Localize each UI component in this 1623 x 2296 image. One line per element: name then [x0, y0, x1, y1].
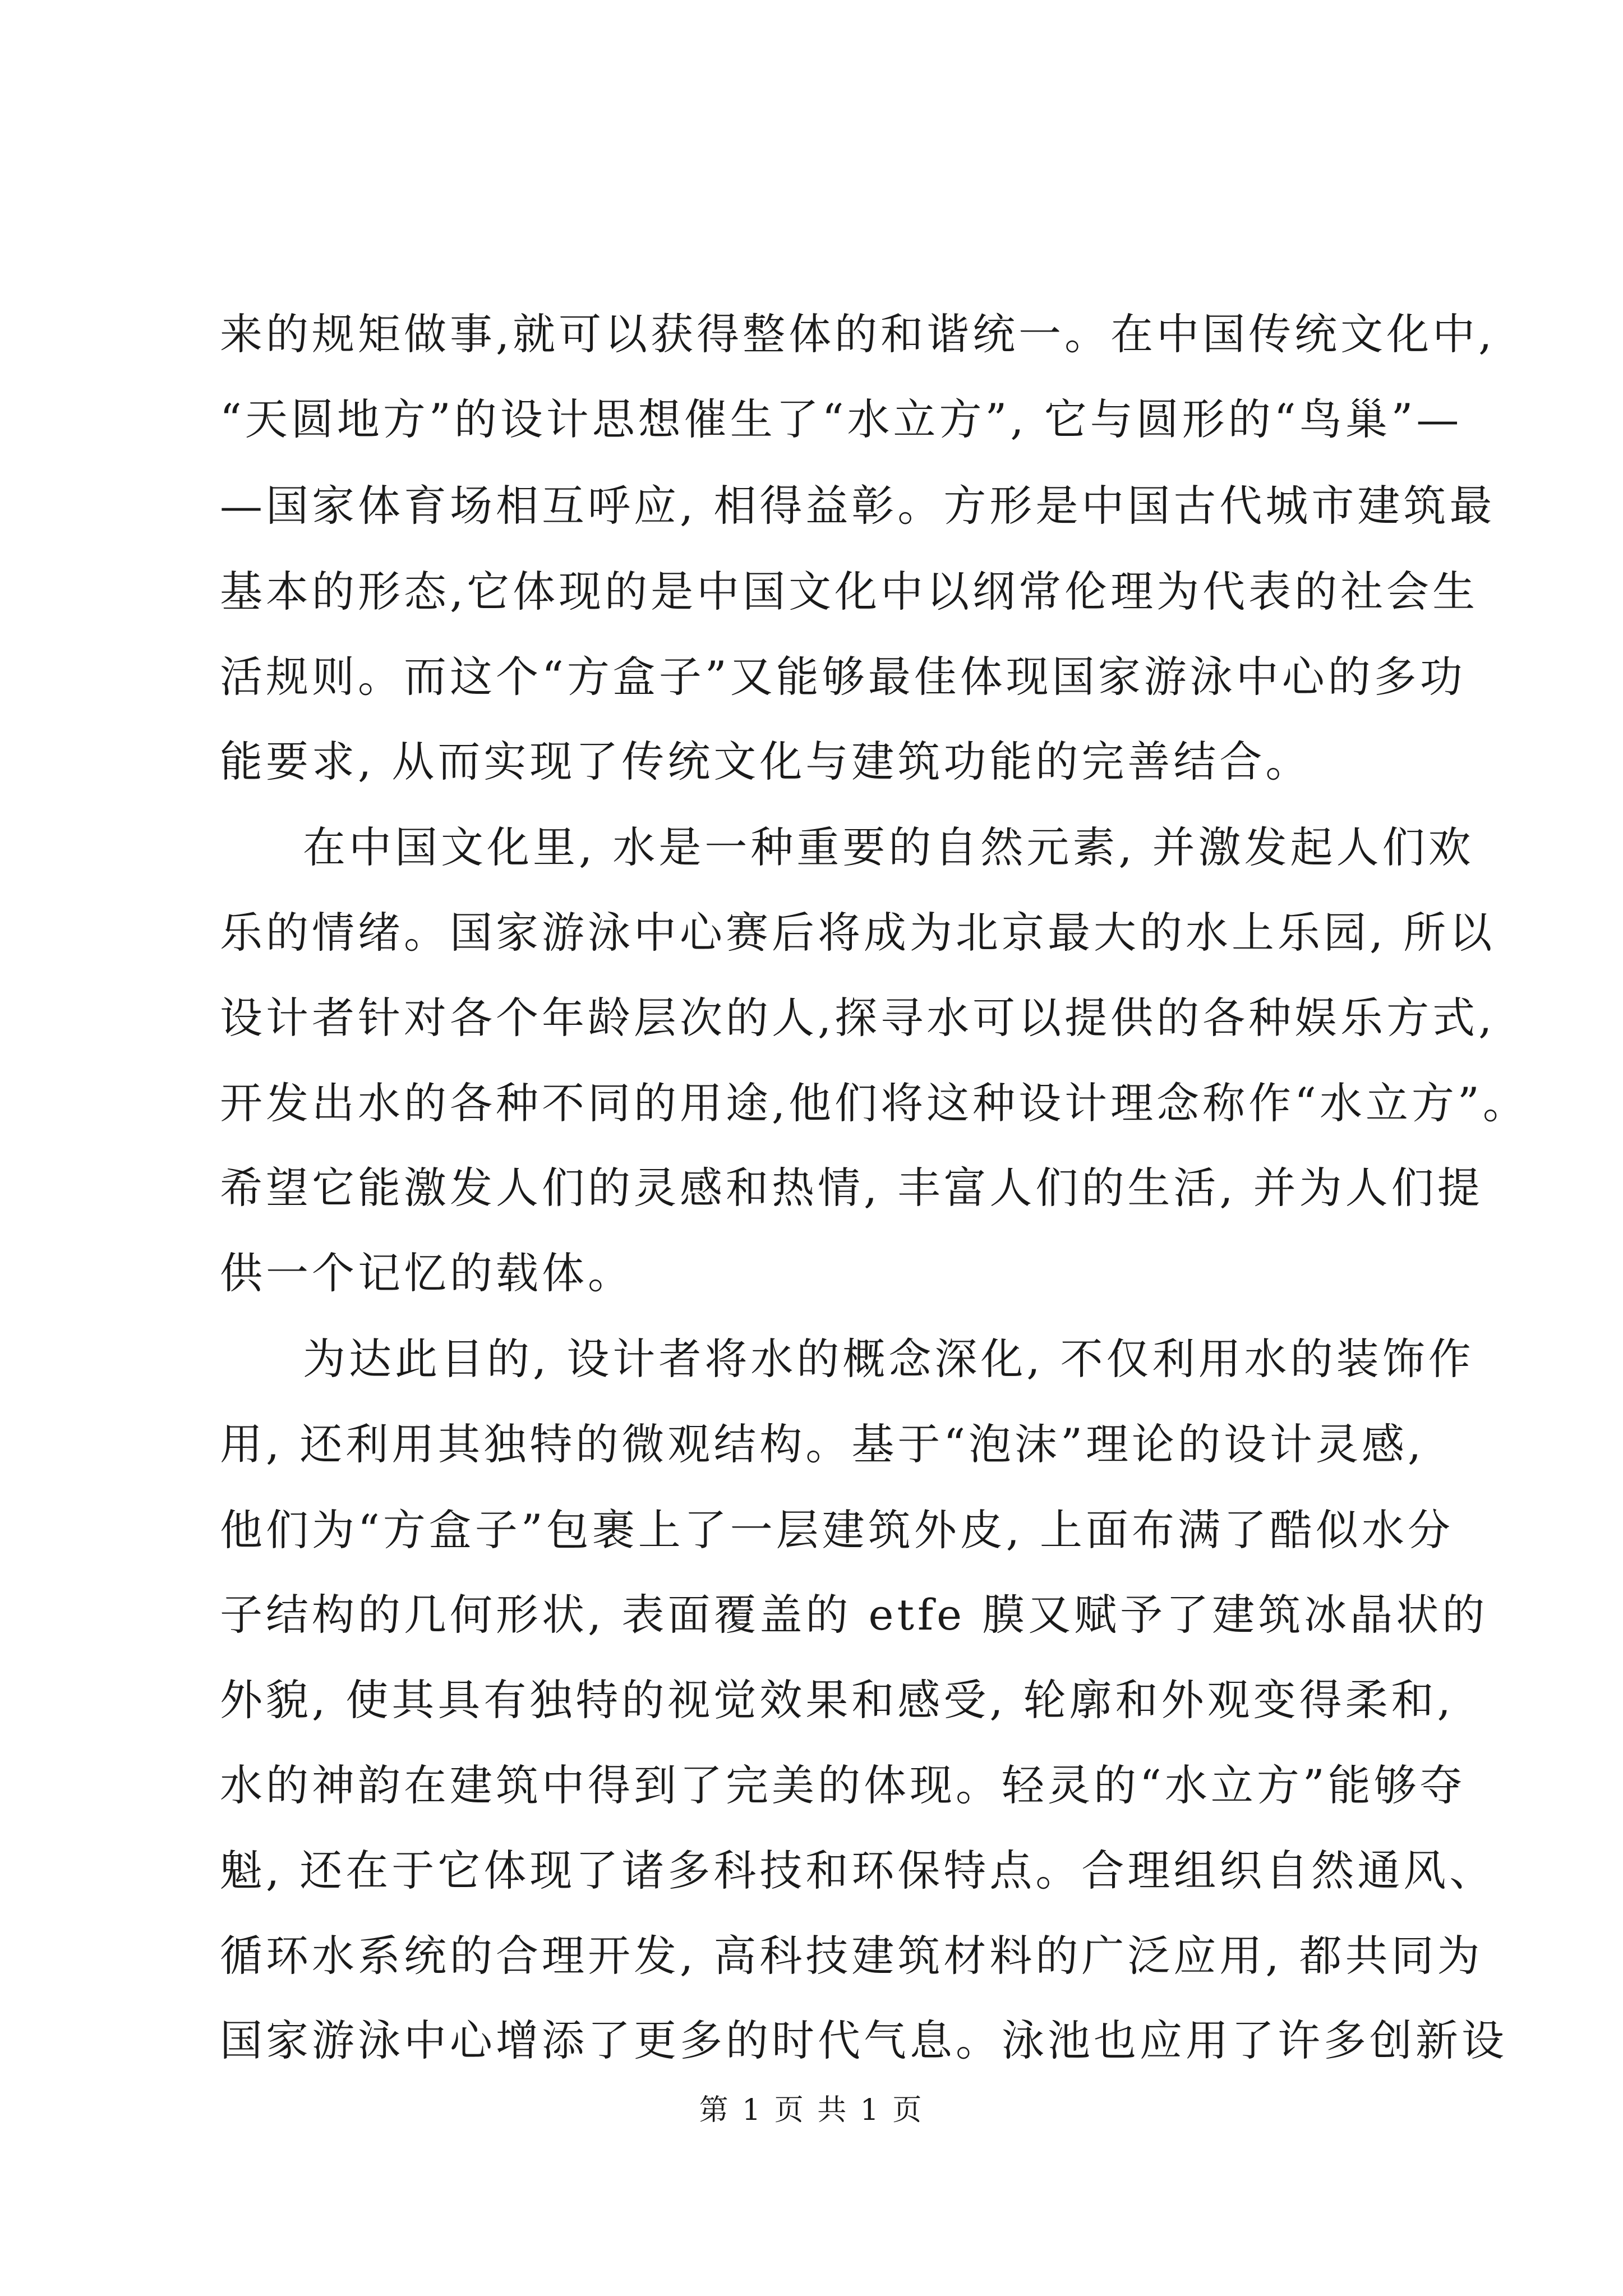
text-line: 用, 还利用其独特的微观结构。基于“泡沫”理论的设计灵感, — [220, 1419, 1425, 1469]
text-line: 来的规矩做事,就可以获得整体的和谐统一。在中国传统文化中, — [220, 309, 1496, 359]
text-line: 外貌, 使其具有独特的视觉效果和感受, 轮廓和外观变得柔和, — [220, 1675, 1454, 1725]
text-line: 基本的形态,它体现的是中国文化中以纲常伦理为代表的社会生 — [220, 567, 1479, 616]
text-line: 他们为“方盒子”包裹上了一层建筑外皮, 上面布满了酷似水分 — [220, 1505, 1454, 1555]
text-line: 子结构的几何形状, 表面覆盖的 etfe 膜又赋予了建筑冰晶状的 — [220, 1590, 1488, 1640]
text-line: “天圆地方”的设计思想催生了“水立方”, 它与圆形的“鸟巢”— — [220, 394, 1463, 444]
text-line: 循环水系统的合理开发, 高科技建筑材料的广泛应用, 都共同为 — [220, 1931, 1483, 1981]
text-line: 开发出水的各种不同的用途,他们将这种设计理念称作“水立方”。 — [220, 1078, 1529, 1128]
text-line: 水的神韵在建筑中得到了完美的体现。轻灵的“水立方”能够夺 — [220, 1760, 1466, 1810]
page-footer — [0, 2092, 1623, 2128]
text-line: —国家体育场相互呼应, 相得益彰。方形是中国古代城市建筑最 — [220, 481, 1496, 531]
text-line: 国家游泳中心增添了更多的时代气息。泳池也应用了许多创新设 — [220, 2016, 1507, 2065]
page-number: 第 1 页 共 1 页 — [699, 2093, 924, 2127]
text-line: 活规则。而这个“方盒子”又能够最佳体现国家游泳中心的多功 — [220, 652, 1466, 702]
paragraph-first-line: 为达此目的, 设计者将水的概念深化, 不仅利用水的装饰作 — [303, 1334, 1474, 1384]
text-line: 设计者针对各个年龄层次的人,探寻水可以提供的各种娱乐方式, — [220, 993, 1496, 1043]
paragraph-first-line: 在中国文化里, 水是一种重要的自然元素, 并激发起人们欢 — [303, 822, 1474, 872]
text-line: 魁, 还在于它体现了诸多科技和环保特点。合理组织自然通风、 — [220, 1846, 1496, 1895]
text-line: 希望它能激发人们的灵感和热情, 丰富人们的生活, 并为人们提 — [220, 1163, 1483, 1213]
text-line: 供一个记忆的载体。 — [220, 1248, 634, 1298]
text-line: 能要求, 从而实现了传统文化与建筑功能的完善结合。 — [220, 737, 1312, 786]
text-line: 乐的情绪。国家游泳中心赛后将成为北京最大的水上乐园, 所以 — [220, 908, 1496, 958]
